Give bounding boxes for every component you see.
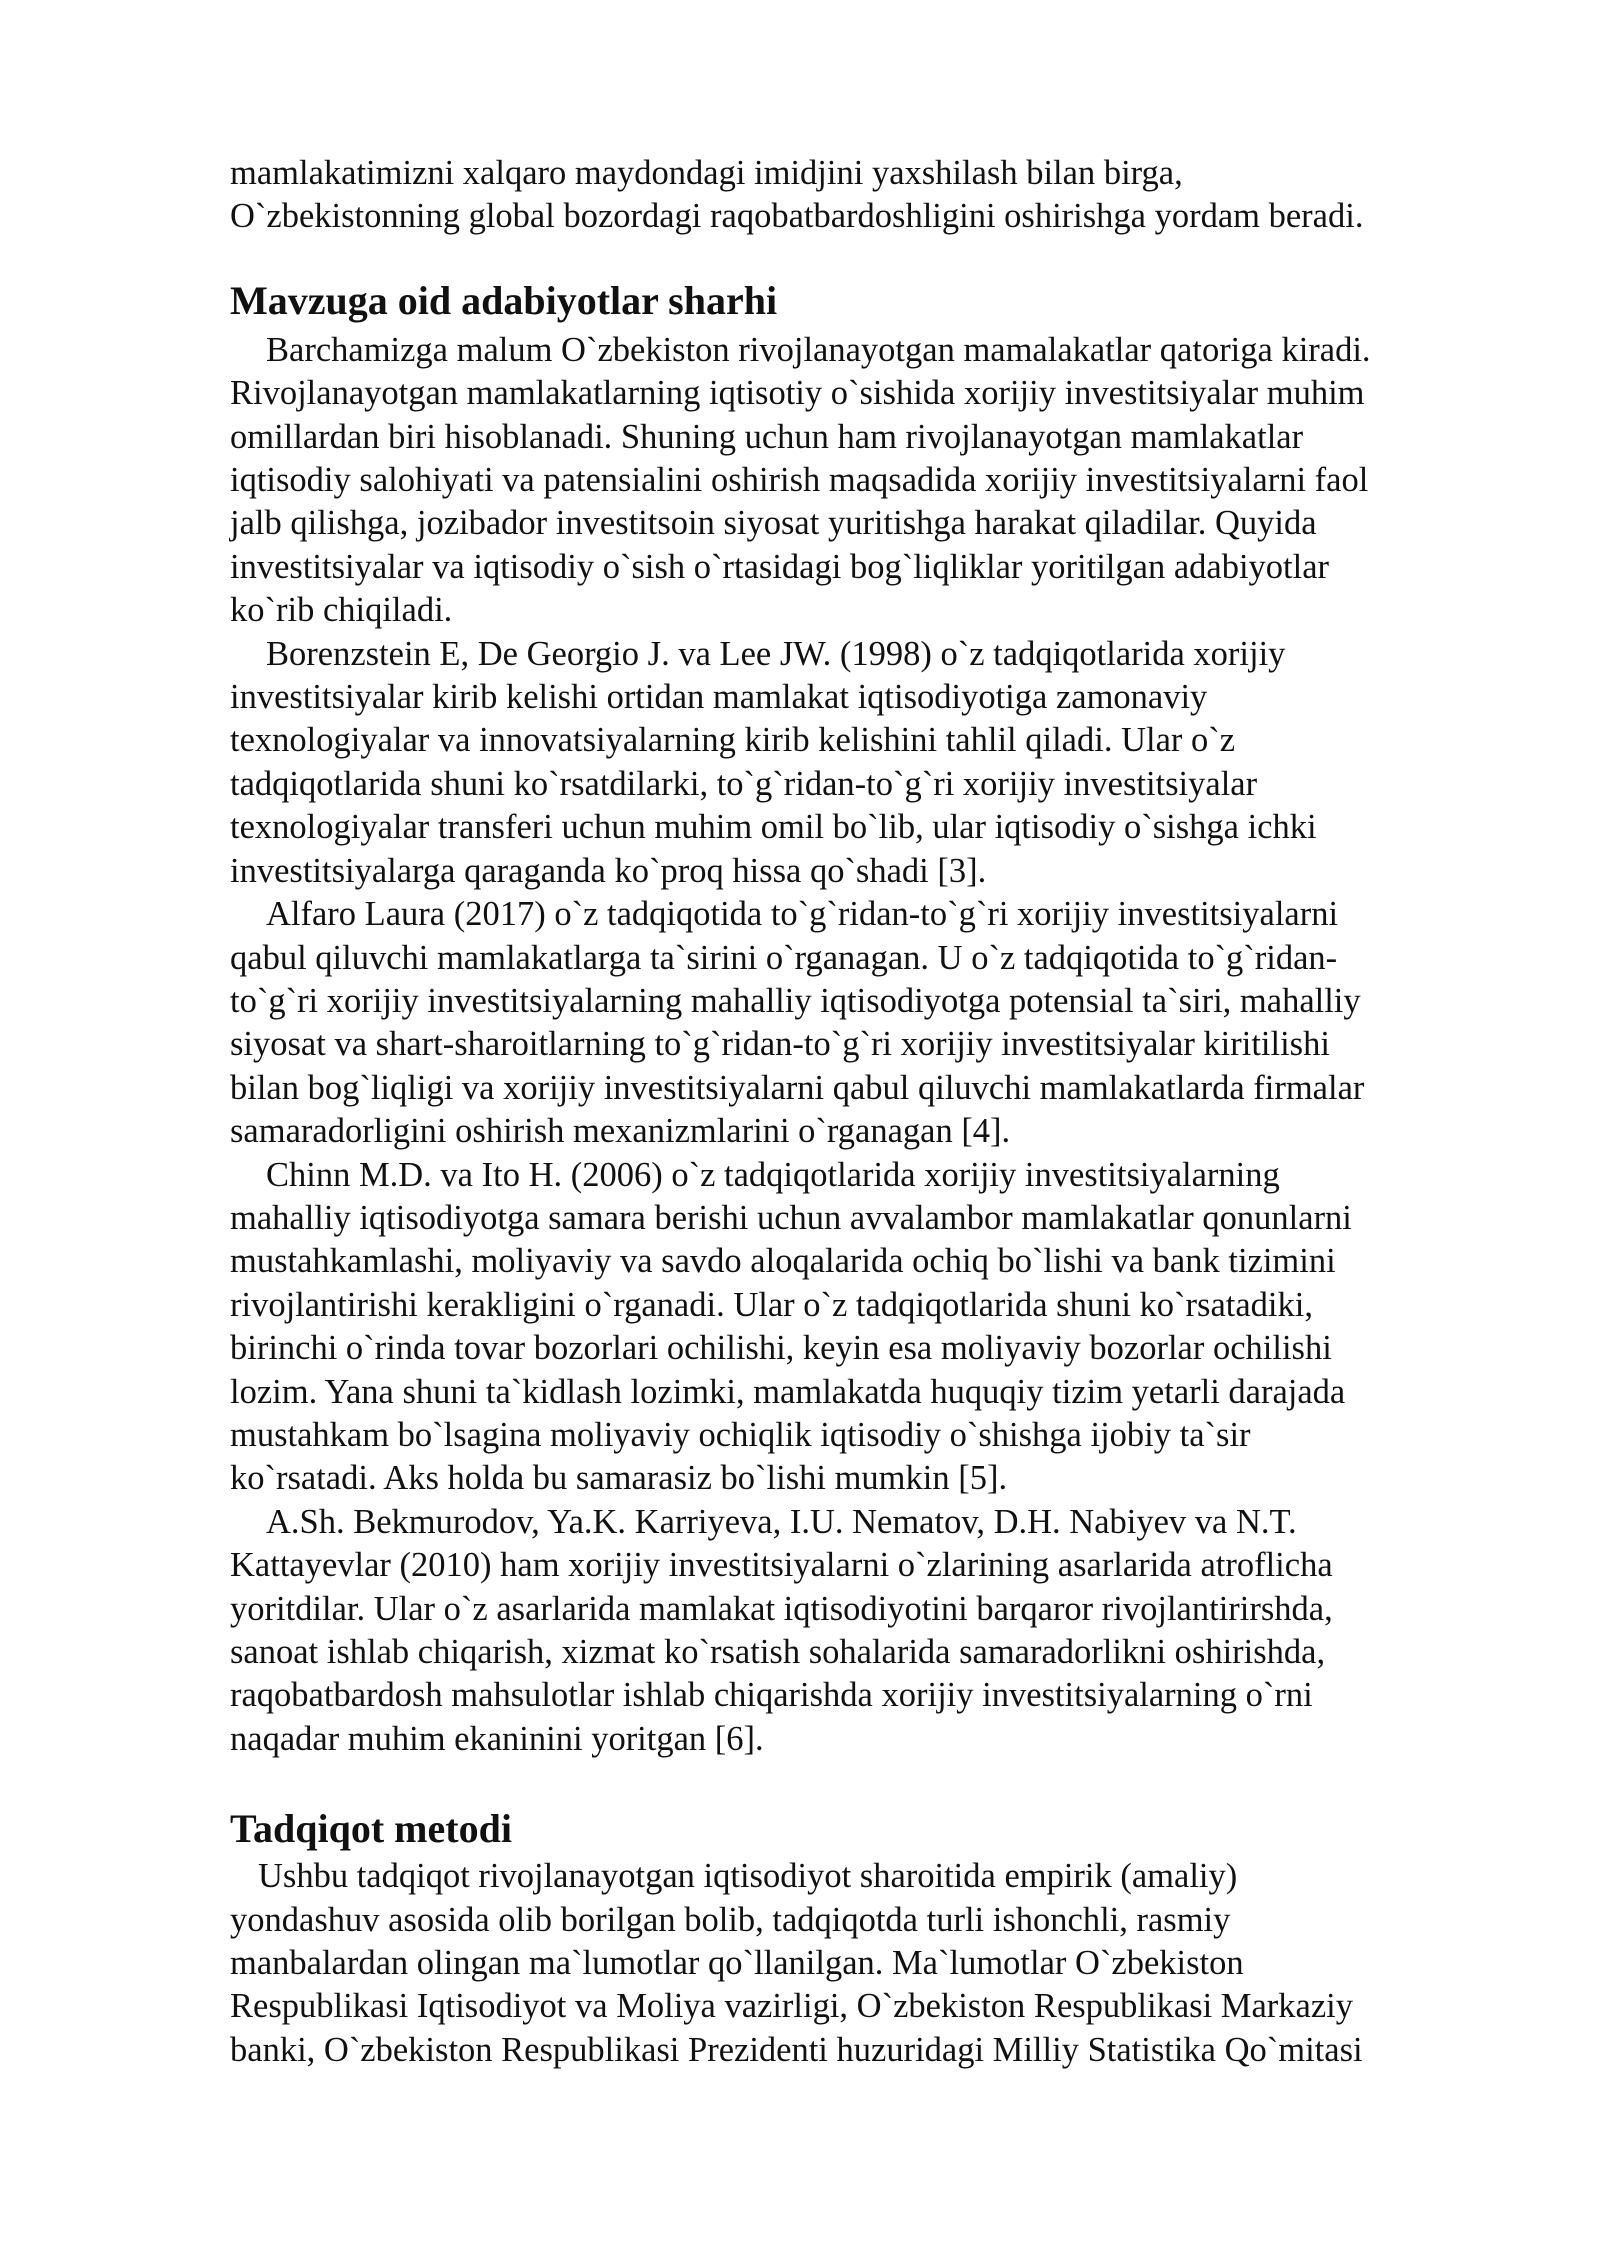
- section-research-method: [230, 1805, 1485, 1853]
- document-page: [230, 152, 1485, 2072]
- section-literature-review: [230, 277, 1485, 325]
- method-paragraph: Ushbu tadqiqot rivojlanayotgan iqtisodiyot sharoitida empirik (amaliy) yondashuv asosida olib borilgan bolib, tadqiqotda turli ishonchli, rasmiy manbalardan olingan ma`lumotlar qo`llanilgan. Ma`lumotlar O`zbekiston Respublikasi Iqtisodiyot va Moliya vazirligi, O`zbekiston Respublikasi Markaziy banki, O`zbekiston Respublikasi Prezidenti huzuridagi Milliy Statistika Qo`mitasi: [230, 1857, 1363, 2069]
- literature-paragraph-1: Barchamizga malum O`zbekiston rivojlanayotgan mamalakatlar qatoriga kiradi. Rivojlanayotgan mamlakatlarning iqtisotiy o`sishida xorijiy investitsiyalar muhim omillardan biri hisoblanadi. Shuning uchun ham rivojlanayotgan mamlakatlar iqtisodiy salohiyati va patensialini oshirish maqsadida xorijiy investitsiyalarni faol jalb qilishga, jozibador investitsoin siyosat yuritishga harakat qiladilar. Quyida investitsiyalar va iqtisodiy o`sish o`rtasidagi bog`liqliklar yoritilgan adabiyotlar ko`rib chiqiladi.: [230, 330, 1371, 630]
- literature-paragraph-2: Borenzstein E, De Georgio J. va Lee JW. (1998) o`z tadqiqotlarida xorijiy investitsiyalar kirib kelishi ortidan mamlakat iqtisodiyotiga zamonaviy texnologiyalar va innovatsiyalarning kirib kelishini tahlil qiladi. Ular o`z tadqiqotlarida shuni ko`rsatdilarki, to`g`ridan-to`g`ri xorijiy investitsiyalar texnologiyalar transferi uchun muhim omil bo`lib, ular iqtisodiy o`sishga ichki investitsiyalarga qaraganda ko`proq hissa qo`shadi [3].: [230, 634, 1317, 890]
- literature-paragraph-5: A.Sh. Bekmurodov, Ya.K. Karriyeva, I.U. Nematov, D.H. Nabiyev va N.T. Kattayevlar (2010) ham xorijiy investitsiyalarni o`zlarining asarlarida atroflicha yoritdilar. Ular o`z asarlarida mamlakat iqtisodiyotini barqaror rivojlantirirshda, sanoat ishlab chiqarish, xizmat ko`rsatish sohalarida samaradorlikni oshirishda, raqobatbardosh mahsulotlar ishlab chiqarishda xorijiy investitsiyalarning o`rni naqadar muhim ekaninini yoritgan [6].: [230, 1502, 1333, 1758]
- section-heading-research-method: Tadqiqot metodi: [230, 1806, 512, 1852]
- section-heading-literature-review: Mavzuga oid adabiyotlar sharhi: [230, 277, 778, 323]
- literature-paragraph-4: Chinn M.D. va Ito H. (2006) o`z tadqiqotlarida xorijiy investitsiyalarning mahalliy iqtisodiyotga samara berishi uchun avvalambor mamlakatlar qonunlarni mustahkamlashi, moliyaviy va savdo aloqalarida ochiq bo`lishi va bank tizimini rivojlantirishi kerakligini o`rganadi. Ular o`z tadqiqotlarida shuni ko`rsatadiki, birinchi o`rinda tovar bozorlari ochilishi, keyin esa moliyaviy bozorlar ochilishi lozim. Yana shuni ta`kidlash lozimki, mamlakatda huquqiy tizim yetarli darajada mustahkam bo`lsagina moliyaviy ochiqlik iqtisodiy o`shishga ijobiy ta`sir ko`rsatadi. Aks holda bu samarasiz bo`lishi mumkin [5].: [230, 1155, 1352, 1498]
- intro-paragraph: mamlakatimizni xalqaro maydondagi imidjini yaxshilash bilan birga, O`zbekistonning global bozordagi raqobatbardoshligini oshirishga yordam beradi.: [230, 154, 1364, 236]
- literature-paragraph-3: Alfaro Laura (2017) o`z tadqiqotida to`g`ridan-to`g`ri xorijiy investitsiyalarni qabul qiluvchi mamlakatlarga ta`sirini o`rganagan. U o`z tadqiqotida to`g`ridan- to`g`ri xorijiy investitsiyalarning mahalliy iqtisodiyotga potensial ta`siri, mahalliy siyosat va shart-sharoitlarning to`g`ridan-to`g`ri xorijiy investitsiyalar kiritilishi bilan bog`liqligi va xorijiy investitsiyalarni qabul qiluvchi mamlakatlarda firmalar samaradorligini oshirish mexanizmlarini o`rganagan [4].: [230, 895, 1365, 1151]
